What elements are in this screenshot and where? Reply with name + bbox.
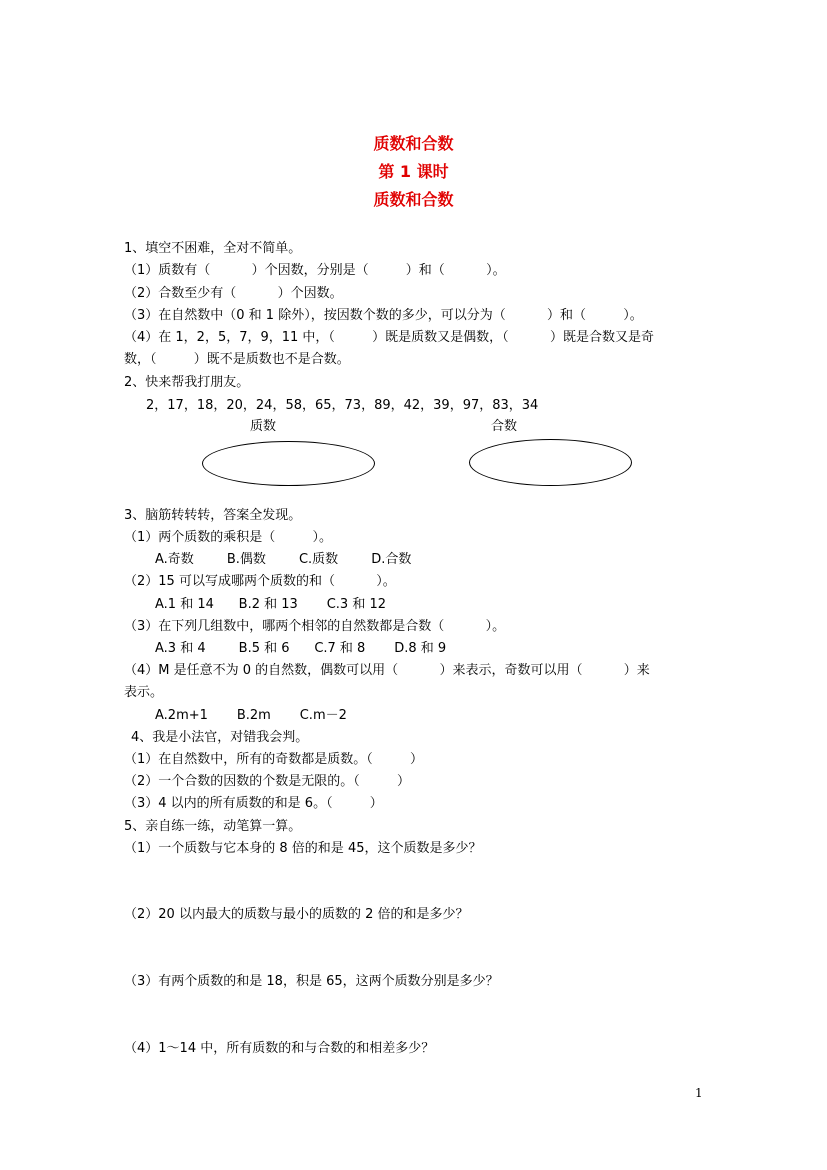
q3-line: 表示。 — [124, 685, 164, 700]
q1-item: 数，（ ）既不是质数也不是合数。 — [124, 352, 350, 367]
prime-label: 质数 — [250, 419, 277, 434]
q1-item: （1）质数有（ ）个因数，分别是（ ）和（ ）。 — [124, 263, 506, 278]
q4-item: （3）4 以内的所有质数的和是 6。（ ） — [124, 796, 383, 811]
q3-line: （1）两个质数的乘积是（ ）。 — [124, 530, 332, 545]
q1-heading: 1、填空不困难，全对不简单。 — [124, 241, 302, 256]
q1-item: （3）在自然数中（0 和 1 除外），按因数个数的多少，可以分为（ ）和（ ）。 — [124, 308, 643, 323]
q4-heading: 4、我是小法官，对错我会判。 — [131, 730, 309, 745]
page-title: 质数和合数 — [373, 134, 454, 153]
prime-oval[interactable] — [202, 441, 375, 486]
q3-line: （3）在下列几组数中，哪两个相邻的自然数都是合数（ ）。 — [124, 619, 506, 634]
q4-item: （2）一个合数的因数的个数是无限的。（ ） — [124, 774, 410, 789]
q3-options: A.奇数 B.偶数 C.质数 D.合数 — [155, 552, 412, 567]
composite-oval[interactable] — [469, 439, 632, 486]
q3-options: A.2m+1 B.2m C.m－2 — [155, 708, 347, 723]
q5-item: （1）一个质数与它本身的 8 倍的和是 45，这个质数是多少？ — [124, 841, 482, 856]
q3-line: （2）15 可以写成哪两个质数的和（ ）。 — [124, 574, 396, 589]
q2-heading: 2、快来帮我打朋友。 — [124, 375, 250, 390]
section-title: 质数和合数 — [373, 190, 454, 209]
lesson-subtitle: 第 1 课时 — [378, 162, 449, 181]
q3-line: （4）M 是任意不为 0 的自然数，偶数可以用（ ）来表示，奇数可以用（ ）来 — [124, 663, 650, 678]
q3-options: A.1 和 14 B.2 和 13 C.3 和 12 — [155, 597, 387, 612]
q3-heading: 3、脑筋转转转，答案全发现。 — [124, 508, 302, 523]
q5-item: （4）1～14 中，所有质数的和与合数的和相差多少？ — [124, 1041, 435, 1056]
q4-item: （1）在自然数中，所有的奇数都是质数。（ ） — [124, 752, 423, 767]
q2-number-list: 2，17，18，20，24，58，65，73，89，42，39，97，83，34 — [146, 398, 539, 413]
q5-heading: 5、亲自练一练，动笔算一算。 — [124, 819, 302, 834]
q3-options: A.3 和 4 B.5 和 6 C.7 和 8 D.8 和 9 — [155, 641, 447, 656]
page-number: 1 — [695, 1086, 703, 1100]
q1-item: （2）合数至少有（ ）个因数。 — [124, 286, 343, 301]
q5-item: （2）20 以内最大的质数与最小的质数的 2 倍的和是多少？ — [124, 907, 469, 922]
composite-label: 合数 — [491, 419, 518, 434]
q5-item: （3）有两个质数的和是 18，积是 65，这两个质数分别是多少？ — [124, 974, 499, 989]
q1-item: （4）在 1，2，5，7，9，11 中，（ ）既是质数又是偶数，（ ）既是合数又是奇 — [124, 330, 654, 345]
